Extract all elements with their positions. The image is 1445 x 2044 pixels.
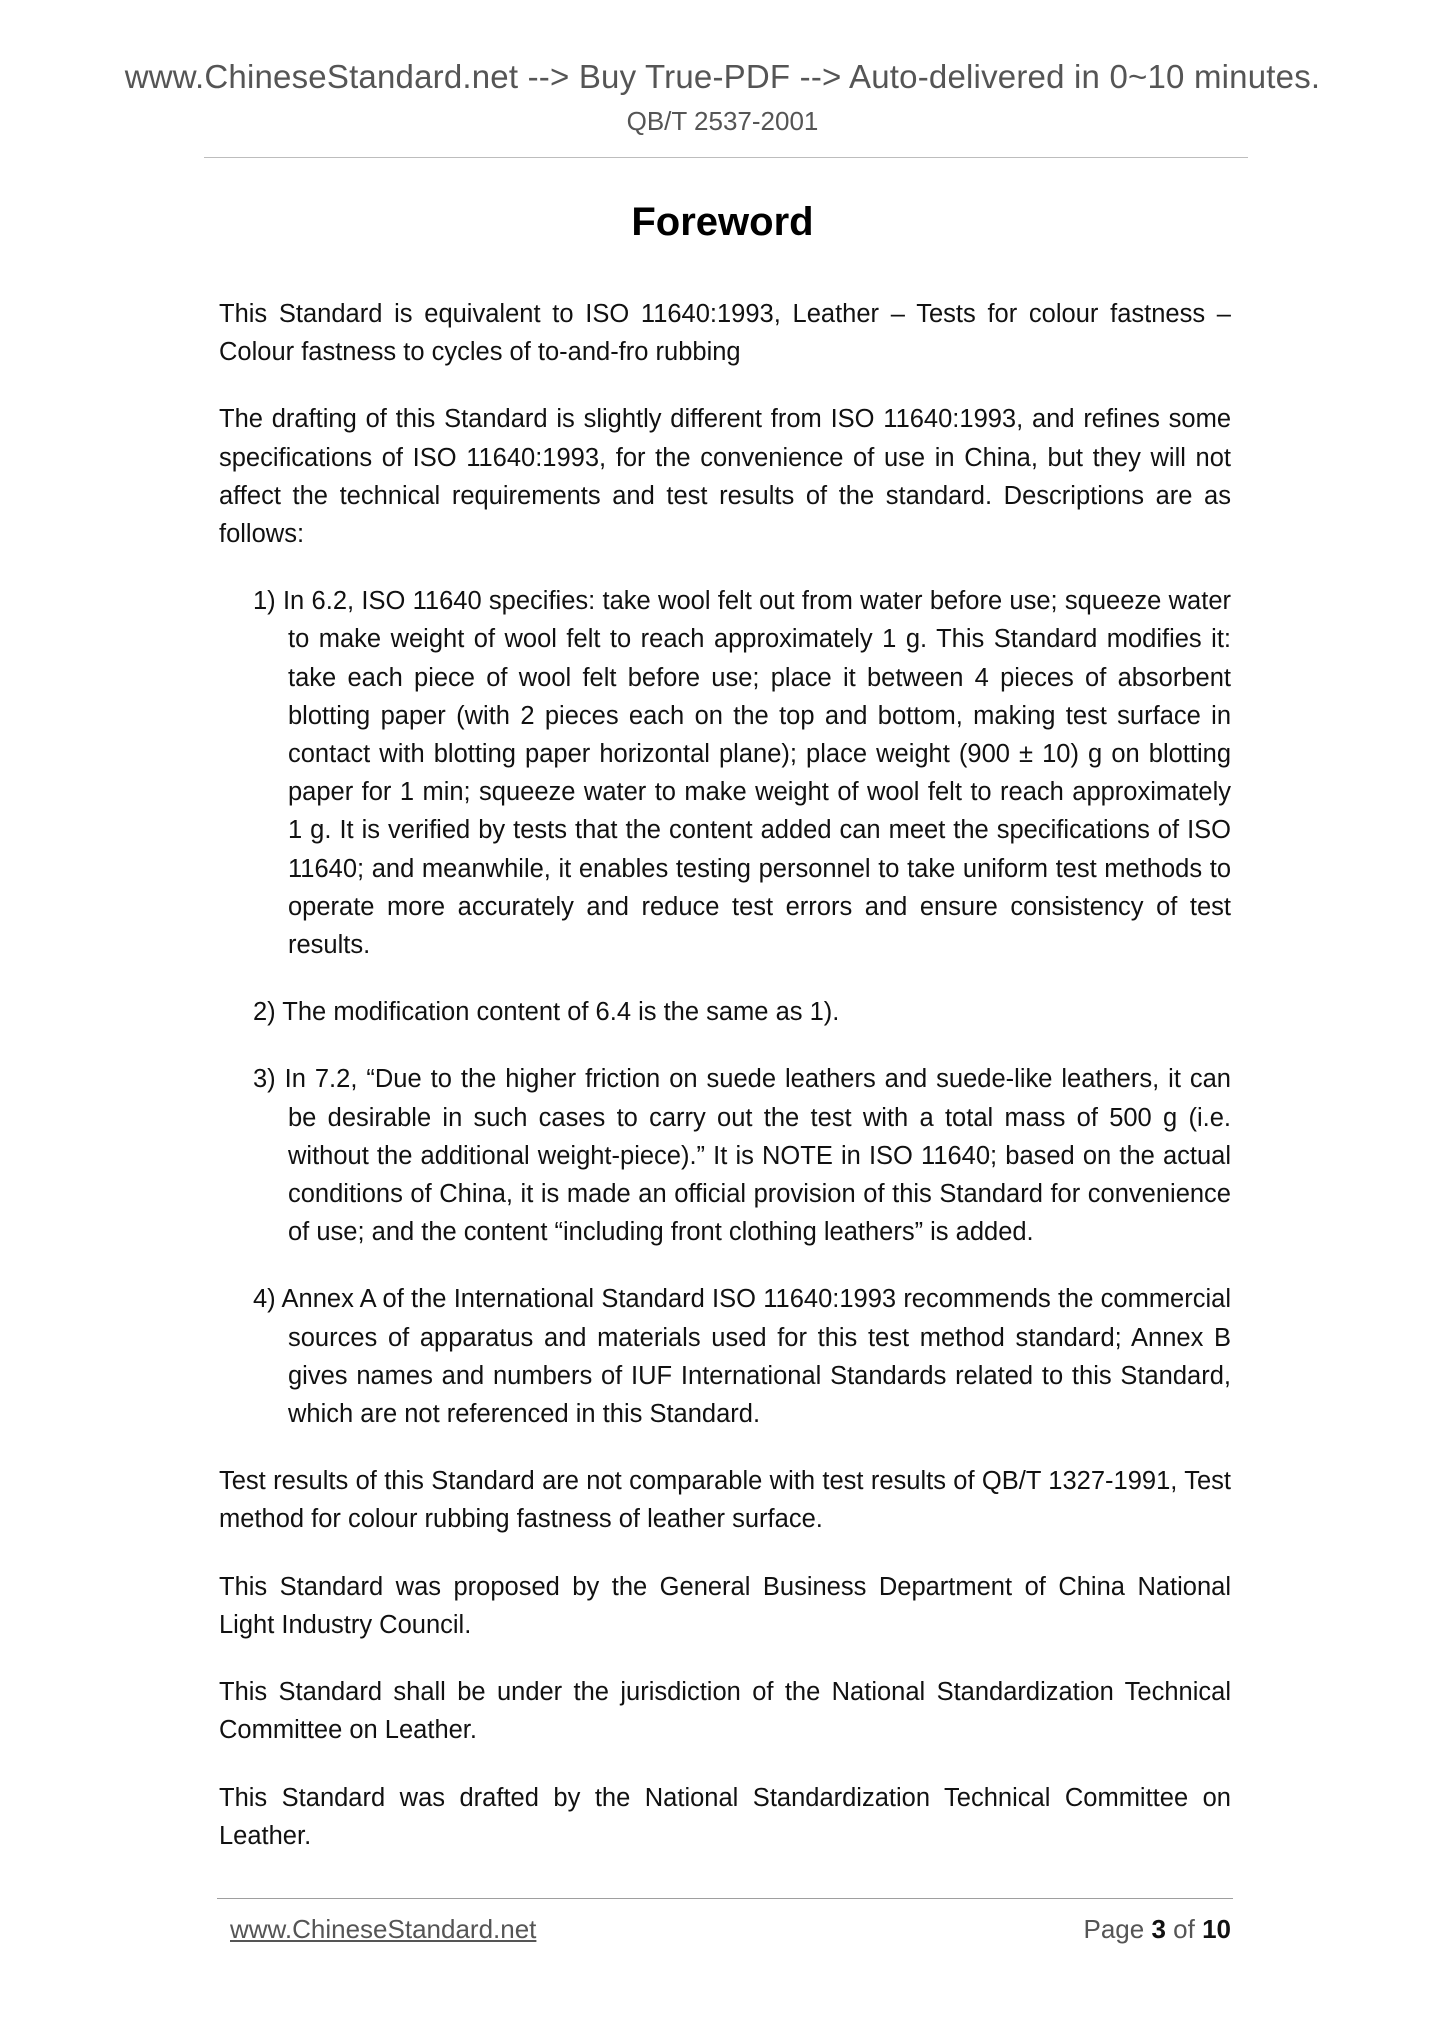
header-divider <box>204 157 1248 158</box>
modification-list <box>219 582 1231 1433</box>
document-body <box>219 295 1231 1884</box>
page-total: 10 <box>1202 1914 1231 1944</box>
page-current: 3 <box>1151 1914 1166 1944</box>
document-id: QB/T 2537-2001 <box>626 106 819 136</box>
page-title: Foreword <box>631 200 814 244</box>
paragraph-comparability: Test results of this Standard are not comparable with test results of QB/T 1327-1991, Test method for colour rubbing fastness of leather surface. <box>219 1467 1231 1534</box>
page-indicator <box>1083 1914 1231 1945</box>
list-item: 1) In 6.2, ISO 11640 specifies: take wool felt out from water before use; squeeze water to make weight of wool felt to reach approximately 1 g. This Standard modifies it: take each piece of wool felt before use; place it between 4 pieces of absorbent blotting paper (with 2 pieces each on the top and bottom, making test surface in contact with blotting paper horizontal plane); place weight (900 ± 10) g on blotting paper for 1 min; squeeze water to make weight of wool felt to reach approximately 1 g. It is verified by tests that the content added can meet the specifications of ISO 11640; and meanwhile, it enables testing personnel to take uniform test methods to operate more accurately and reduce test errors and ensure consistency of test results. <box>253 587 1231 960</box>
footer-website-link[interactable]: www.ChineseStandard.net <box>230 1914 537 1944</box>
paragraph-jurisdiction: This Standard shall be under the jurisdiction of the National Standardization Technical Committee on Leather. <box>219 1678 1231 1745</box>
paragraph-proposed-by: This Standard was proposed by the General Business Department of China National Light Industry Council. <box>219 1572 1231 1639</box>
header-banner: www.ChineseStandard.net --> Buy True-PDF --> Auto-delivered in 0~10 minutes. <box>124 58 1321 95</box>
list-item: 3) In 7.2, “Due to the higher friction on suede leathers and suede-like leathers, it can be desirable in such cases to carry out the test with a total mass of 500 g (i.e. without the additional weight-piece).” It is NOTE in ISO 11640; based on the actual conditions of China, it is made an official provision of this Standard for convenience of use; and the content “including front clothing leathers” is added. <box>253 1065 1231 1247</box>
page-of: of <box>1173 1914 1195 1944</box>
footer-divider <box>217 1898 1233 1899</box>
list-item: 4) Annex A of the International Standard ISO 11640:1993 recommends the commercial sources of apparatus and materials used for this test method standard; Annex B gives names and numbers of IUF International Standards related to this Standard, which are not referenced in this Standard. <box>253 1285 1231 1429</box>
paragraph-equivalence: This Standard is equivalent to ISO 11640:1993, Leather – Tests for colour fastness – Colour fastness to cycles of to-and-fro rubbing <box>219 300 1231 367</box>
paragraph-drafted-by: This Standard was drafted by the National Standardization Technical Committee on Leather. <box>219 1783 1231 1850</box>
paragraph-drafting-differences: The drafting of this Standard is slightly different from ISO 11640:1993, and refines some specifications of ISO 11640:1993, for the convenience of use in China, but they will not affect the technical requirements and test results of the standard. Descriptions are as follows: <box>219 405 1231 549</box>
page-label: Page <box>1083 1914 1145 1944</box>
list-item: 2) The modification content of 6.4 is the same as 1). <box>253 998 840 1027</box>
